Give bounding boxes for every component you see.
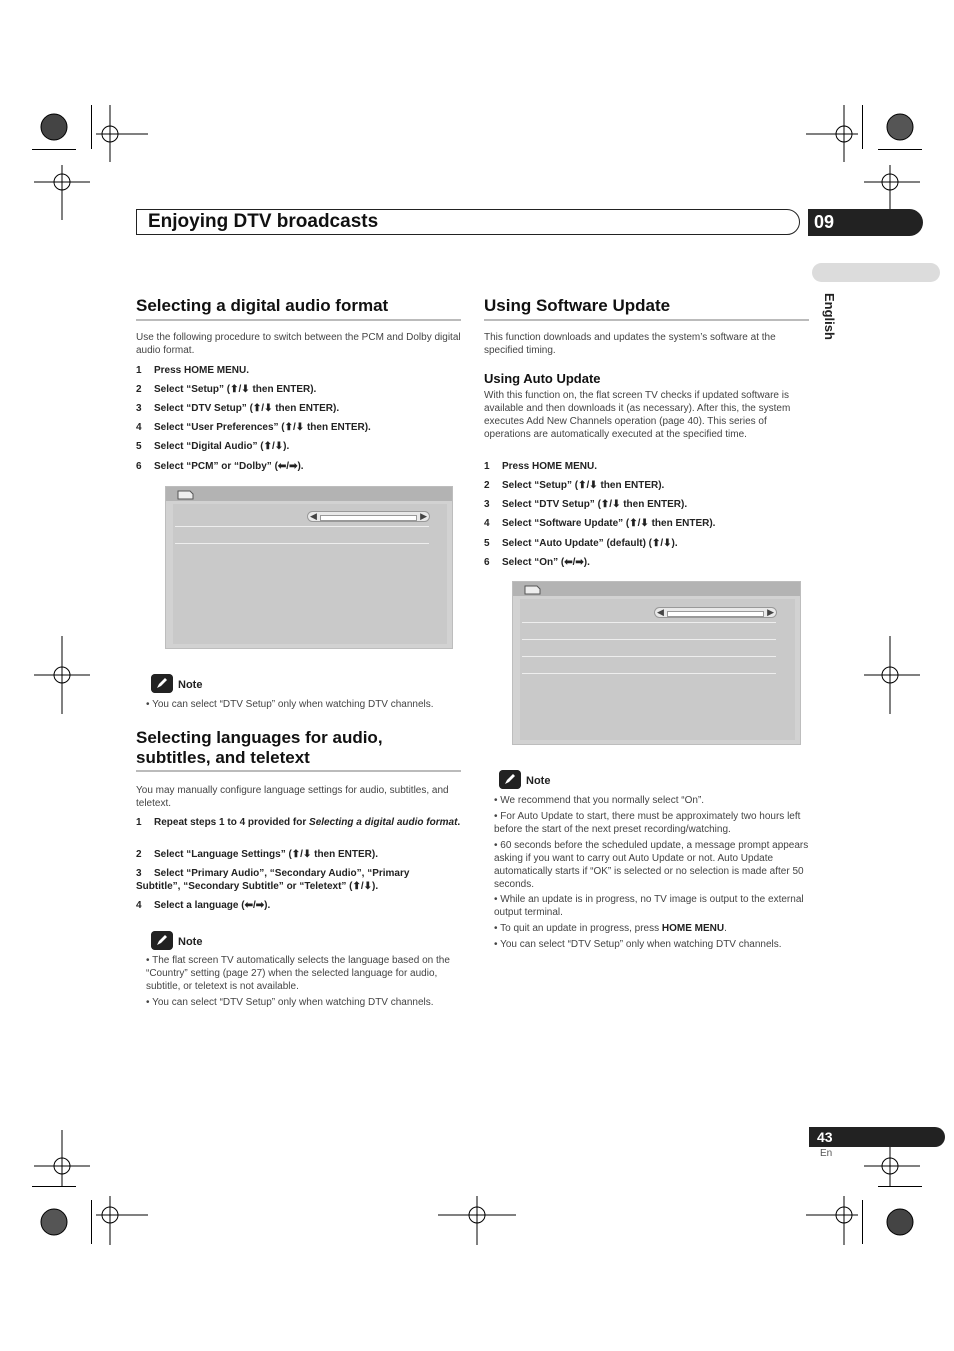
section-rule [484,319,809,321]
page-language-code: En [820,1148,833,1159]
subsection-title: Using Auto Update [484,371,601,386]
step-item: 4 Select a language (⬅/➡). [136,900,271,911]
step-item: 1 Press HOME MENU. [484,461,598,472]
step-item: 6 Select “On” (⬅/➡). [484,557,590,568]
right-arrow-icon: ▶ [420,511,427,521]
menu-icon [523,583,545,596]
step-item: 4 Select “User Preferences” (⬆/⬇ then ENTER). [136,422,371,433]
note-bullet: • You can select “DTV Setup” only when watching DTV channels. [146,997,434,1008]
step-item: 3 Select “Primary Audio”, “Secondary Audio”, “Primary Subtitle”, “Secondary Subtitle” or “Teletext” (⬆/⬇). [136,868,410,892]
menu-icon [176,488,198,501]
menu-divider [175,543,429,544]
section-title-software-update: Using Software Update [484,296,671,315]
step-item: 6 Select “PCM” or “Dolby” (⬅/➡). [136,461,304,472]
note-bullet: • You can select “DTV Setup” only when watching DTV channels. [146,699,434,710]
note-icon [151,674,173,693]
right-arrow-icon: ▶ [767,607,774,617]
section-intro: This function downloads and updates the system’s software at the specified timing. [484,332,776,356]
step-item: 4 Select “Software Update” (⬆/⬇ then ENTER). [484,518,716,529]
left-arrow-icon: ◀ [310,511,317,521]
option-selector [654,607,777,618]
page-title: Enjoying DTV broadcasts [148,211,379,232]
step-item: 2 Select “Language Settings” (⬆/⬇ then ENTER). [136,849,379,860]
section-intro: You may manually configure language settings for audio, subtitles, and teletext. [136,785,449,809]
note-bullet: • While an update is in progress, no TV image is output to the external output terminal. [494,894,804,918]
left-arrow-icon: ◀ [657,607,664,617]
note-bullet: • 60 seconds before the scheduled update, a message prompt appears asking if you want to carry out Auto Update or not. Auto Update automatically starts if “OK” is selected or no selection is made after 50 seconds. [494,840,809,890]
note-bullet: • We recommend that you normally select “On”. [494,795,705,806]
step-item: 2 Select “Setup” (⬆/⬇ then ENTER). [136,384,317,395]
menu-header-bar [166,487,452,501]
step-item: 5 Select “Digital Audio” (⬆/⬇). [136,441,290,452]
step-item: 2 Select “Setup” (⬆/⬇ then ENTER). [484,480,665,491]
menu-divider [175,526,429,527]
option-selector [307,511,430,522]
section-intro: Use the following procedure to switch between the PCM and Dolby digital audio format. [136,332,461,356]
step-item: 5 Select “Auto Update” (default) (⬆/⬇). [484,538,678,549]
note-icon [499,770,521,789]
section-title-languages-2: subtitles, and teletext [136,748,310,767]
subsection-intro: With this function on, the flat screen TV checks if updated software is available and then downloads it (as necessary). After this, the system executes Add New Channels operation (page 40). This series of operations are automatically executed at the specified time. [484,390,791,440]
step-item: 3 Select “DTV Setup” (⬆/⬇ then ENTER). [136,403,340,414]
menu-panel [520,599,795,740]
menu-divider [522,673,776,674]
note-bullet: • You can select “DTV Setup” only when watching DTV channels. [494,939,782,950]
menu-divider [522,656,776,657]
section-title-audio-format: Selecting a digital audio format [136,296,389,315]
note-icon [151,931,173,950]
note-label: Note [178,679,203,691]
note-bullet: • For Auto Update to start, there must be approximately two hours left before the start of the next preset recording/watching. [494,811,801,835]
section-rule [136,319,461,321]
section-title-languages-1: Selecting languages for audio, [136,728,383,747]
tv-menu-screenshot [165,486,453,649]
tv-menu-screenshot [512,581,801,745]
menu-divider [522,639,776,640]
section-rule [136,770,461,772]
step-item: 1 Repeat steps 1 to 4 provided for Selecting a digital audio format. [136,817,461,828]
note-label: Note [526,775,551,787]
note-label: Note [178,936,203,948]
note-bullet: • To quit an update in progress, press HOME MENU. [494,923,727,934]
menu-divider [522,622,776,623]
step-item: 3 Select “DTV Setup” (⬆/⬇ then ENTER). [484,499,688,510]
note-bullet: • The flat screen TV automatically selects the language based on the “Country” setting (page 27) when the selected language for audio, subtitle, or teletext is not available. [146,955,450,992]
language-tab-label: English [822,293,837,340]
chapter-number: 09 [814,212,835,232]
menu-panel [173,504,447,644]
language-tab [812,263,940,282]
page-number: 43 [817,1129,833,1145]
step-item: 1 Press HOME MENU. [136,365,250,376]
menu-header-bar [513,582,800,596]
